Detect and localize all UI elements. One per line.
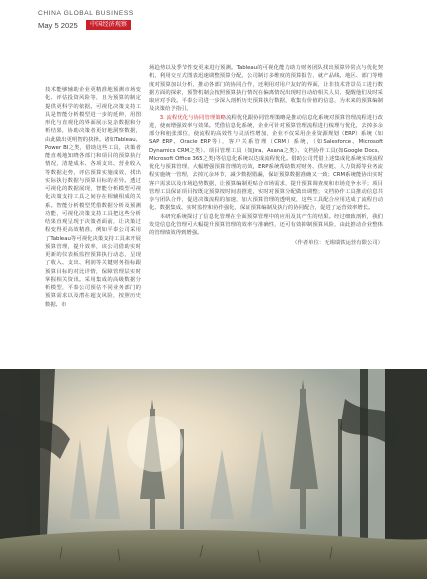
issue-date: May 5 2025 bbox=[38, 21, 78, 30]
right-paragraph-continued: 场趋势以及季节性变更来进行预测。Tableau的可视化能力助力财务团队找出预算异常点与优化契机，利用交互式图表迅速调整预算分配，公司制订多维度的预算报告，就产品线、地区、部门等维度对预算加以分析，推动各部门的协同合作，还利用对用户友好的界面，让非技术背景员工进行数据方面的探索，预警机制会按照预算执行情况在偏离情况出现时自动给相关人员，提醒他们及时采取应对手段。平泰公司进一步深入剖析历史预算执行数据，收集有价值的信息，为未来的预算编制及决策给予指引。 bbox=[149, 65, 383, 113]
subheading-3: 3. 流程优化与协同管理策略 bbox=[159, 114, 227, 121]
publication-name: CHINA GLOBAL BUSINESS bbox=[38, 10, 134, 17]
misty-forest-photo bbox=[0, 369, 427, 579]
right-text-column bbox=[149, 64, 383, 369]
conclusion-paragraph: 本研究系统探讨了信息化管理在全面预算管理中的应用及其产生的结果。经过细致剖析，我们发觉信息化管理可大幅提升预算管理的效率与准确性，还可有效抑制预算风险，由此推动企业整体的管理绩效得到增强。 bbox=[149, 213, 383, 236]
left-text-column bbox=[45, 86, 141, 348]
left-paragraph: 技术能够辅助企业更精准地预测市场变化、评估投资风险等，且为预算的制定提供更科学的依据。可视化决策支持工具是智能分析模型进一步的延伸，用图形化与直观化的界面展示复杂数据和分析结果，协助决策者更好地洞察数据，由此做出更明智的抉择。诸如Tableau、Power BI之类，借助这些工具，决策者能直观地知晓各部门和项目的预算执行情况，清楚成本、各项支出、营业收入等数据走势，评估预算实施成效，找出实际执行数据与预算目标的差异。透过可视化的数据展现，智能分析模型可视化决策支持工具之间存在相辅相成的关系。智能分析模型凭借数据分析及预测功能，可视化决策支持工具把这些分析结果直观呈现于决策者面前，让决策过程变得更高效精准。例如平泰公司采用了Tableau等可视化决策支持工具来开展预算管理，提升效率，该公司借助实时更新的仪表板监控预算执行动态，呈现了收入、支出、利润等关键财务指标跟预算目标的对比详情，保障管理层实时掌握相关资讯。采用集成的高级数据分析模型，平泰公司预估不同业务部门的预算需求以及潜在超支风险，按照历史数据、市 bbox=[45, 87, 141, 308]
process-paragraph bbox=[149, 114, 383, 213]
masthead bbox=[38, 8, 398, 48]
forest-illustration bbox=[0, 369, 427, 579]
author-affiliation: （作者单位：无锡瑞铁运营有限公司） bbox=[292, 240, 383, 247]
section-badge: 中国经济观察 bbox=[86, 20, 131, 30]
process-paragraph-body: 流程优化跟协同管理策略是推动信息化系统对预算管理流程进行改进，使而增强效率与效果。凭借信息化系统，企业可针对预算管理流程进行梳理与优化，去掉多余部分和租张部位，使流程的高效性与灵活性增加，企业不仅采用企业资源规划（ERP）系统（如SAP ERP、Oracle ERP等），客户关系管理（CRM）系统，（如Salesforce、Microsoft Dynamics CRM之类）、项目管理工具（如Jira、Asana之类）、文档协作工具(如Google Docs、Microsoft Office 365之类)等信息化系统以达成流程优化。借助公司凭借上述集成化系统实现流程优化与预算管理，大幅增强预算管理的功效，ERP系统帮助数对财务、供应链、人力资源等业务流程实施统一管理，去掉冗余环节，减少数据错漏，保证预算数据准确又一致；CRM系统能协出实时客户需求以及市场趋势数据，让预算编制更贴合市场需求，提升预算调查度和市场竞争水平；项目管理工具保证项目按既定预算按时间表推进，实时对预算分配做出调整；文档协作工具推动信息共享与团队合作，促进决策流程的加速，加大预算管理的透明度，这些工具配合应用达成了流程自动化、数据集成、实时监控和协作强化，保证预算编制及执行的协同配合，促进了运营效率增长。 bbox=[149, 114, 383, 212]
